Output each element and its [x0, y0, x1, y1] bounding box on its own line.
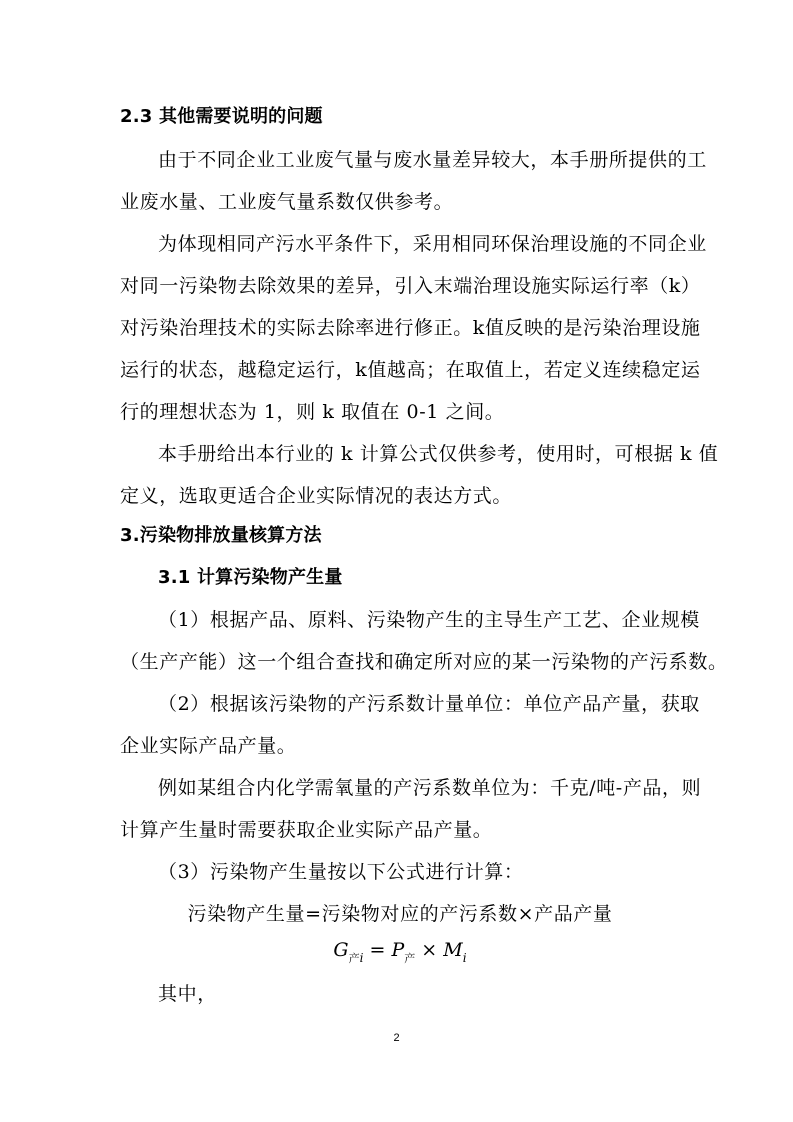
paragraph-line: 业废水量、工业废气量系数仅供参考。 — [120, 191, 454, 213]
example-line: 例如某组合内化学需氧量的产污系数单位为：千克/吨-产品，则 — [158, 777, 702, 799]
paragraph-line: 其中， — [158, 983, 217, 1005]
formula-symbol-p: P — [391, 939, 405, 961]
formula-subscript: 产 — [348, 952, 360, 965]
list-item-line: （生产产能）这一个组合查找和确定所对应的某一污染物的产污系数。 — [120, 651, 728, 673]
paragraph-line: 本手册给出本行业的 k 计算公式仅供参考，使用时，可根据 k 值 — [158, 443, 719, 465]
page-number: 2 — [393, 1032, 400, 1044]
formula-text: 污染物产生量=污染物对应的产污系数×产品产量 — [187, 903, 613, 925]
formula-index: i — [359, 951, 364, 965]
paragraph-line: 定义，选取更适合企业实际情况的表达方式。 — [120, 485, 513, 507]
list-item-line: 企业实际产品产量。 — [120, 735, 297, 757]
paragraph-line: 为体现相同产污水平条件下，采用相同环保治理设施的不同企业 — [158, 233, 707, 255]
formula-index: i — [462, 951, 467, 965]
section-heading-2-3: 2.3 其他需要说明的问题 — [120, 106, 323, 127]
paragraph-line: 由于不同企业工业废气量与废水量差异较大，本手册所提供的工 — [158, 149, 707, 171]
formula-times: × — [415, 939, 444, 961]
formula-subscript: 产 — [404, 952, 416, 965]
paragraph-line: 运行的状态，越稳定运行，k值越高；在取值上，若定义连续稳定运 — [120, 359, 701, 381]
section-heading-3: 3.污染物排放量核算方法 — [120, 525, 322, 546]
math-formula — [120, 937, 680, 972]
list-item-line: （2）根据该污染物的产污系数计量单位：单位产品产量，获取 — [158, 693, 700, 715]
formula-symbol-g: G — [333, 939, 349, 961]
example-line: 计算产生量时需要获取企业实际产品产量。 — [120, 819, 493, 841]
formula-equals: = — [363, 939, 392, 961]
paragraph-line: 行的理想状态为 1，则 k 取值在 0-1 之间。 — [120, 401, 505, 423]
formula-symbol-m: M — [443, 939, 463, 961]
paragraph-line: 对同一污染物去除效果的差异，引入末端治理设施实际运行率（k） — [120, 275, 701, 297]
section-heading-3-1: 3.1 计算污染物产生量 — [158, 567, 343, 588]
paragraph-line: 对污染治理技术的实际去除率进行修正。k值反映的是污染治理设施 — [120, 317, 701, 339]
list-item-line: （1）根据产品、原料、污染物产生的主导生产工艺、企业规模 — [158, 609, 700, 631]
list-item-line: （3）污染物产生量按以下公式进行计算： — [158, 861, 524, 883]
